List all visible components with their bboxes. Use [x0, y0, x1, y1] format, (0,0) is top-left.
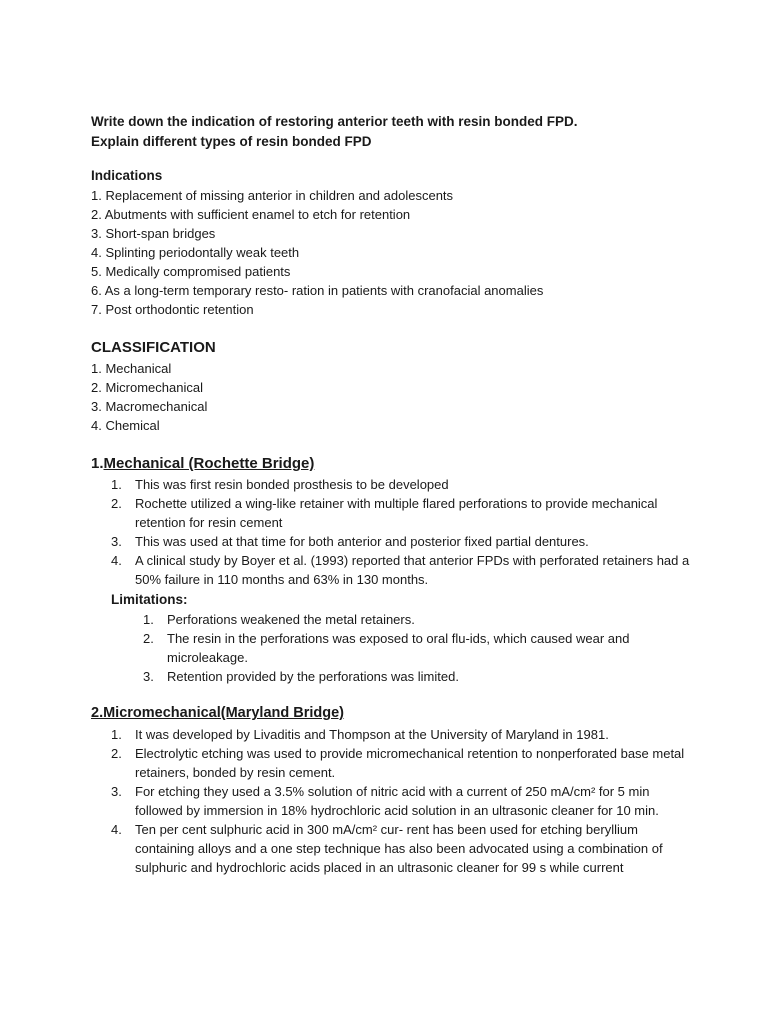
mechanical-heading: [91, 454, 691, 473]
item-text: This was first resin bonded prosthesis to be developed: [135, 477, 449, 492]
item-number: 4.: [111, 553, 122, 568]
mechanical-section: [91, 454, 691, 686]
classification-list: [91, 359, 691, 435]
list-item: 6. As a long-term temporary resto- ration in patients with cranofacial anomalies: [91, 283, 544, 298]
item-number: 3.: [143, 669, 154, 684]
item-text: For etching they used a 3.5% solution of nitric acid with a current of 250 mA/cm² for 5 min followed by immersion in 18% hydrochloric acid solution in an ultrasonic cleaner for 10 min.: [135, 784, 659, 818]
document-page: [91, 112, 691, 877]
list-item: [91, 475, 691, 494]
list-item: 1. Mechanical: [91, 361, 172, 376]
list-item: 1. Replacement of missing anterior in children and adolescents: [91, 188, 454, 203]
list-item: [91, 610, 691, 629]
list-item: 2. Micromechanical: [91, 380, 203, 395]
item-number: 4.: [111, 822, 122, 837]
item-number: 1.: [111, 727, 122, 742]
list-item: 3. Macromechanical: [91, 399, 208, 414]
item-text: Rochette utilized a wing-like retainer with multiple flared perforations to provide mechanical retention for resin cement: [135, 496, 658, 530]
indications-section: [91, 166, 691, 319]
item-text: The resin in the perforations was exposed to oral flu-ids, which caused wear and microleakage.: [167, 631, 630, 665]
list-item: 7. Post orthodontic retention: [91, 302, 254, 317]
item-text: A clinical study by Boyer et al. (1993) reported that anterior FPDs with perforated retainers had a 50% failure in 110 months and 63% in 130 months.: [135, 553, 690, 587]
classification-section: [91, 338, 691, 435]
list-item: [91, 782, 691, 820]
list-item: 2. Abutments with sufficient enamel to etch for retention: [91, 207, 411, 222]
micromechanical-heading: 2.Micromechanical(Maryland Bridge): [91, 705, 345, 721]
mechanical-heading-text: Mechanical (Rochette Bridge): [103, 455, 315, 472]
list-item: 4. Splinting periodontally weak teeth: [91, 245, 300, 260]
item-number: 1.: [143, 612, 154, 627]
item-number: 3.: [111, 534, 122, 549]
list-item: 5. Medically compromised patients: [91, 264, 291, 279]
list-item: [91, 820, 691, 877]
limitations-heading: Limitations:: [111, 592, 188, 607]
list-item: [91, 532, 691, 551]
item-number: 1.: [111, 477, 122, 492]
list-item: [91, 551, 691, 589]
list-item: 4. Chemical: [91, 418, 160, 433]
indications-heading: Indications: [91, 168, 163, 183]
item-number: 3.: [111, 784, 122, 799]
indications-list: [91, 186, 691, 319]
micromechanical-section: [91, 704, 691, 877]
micromechanical-list: [91, 725, 691, 877]
item-text: Electrolytic etching was used to provide micromechanical retention to nonperforated base metal retainers, bonded by resin cement.: [135, 746, 685, 780]
item-text: Perforations weakened the metal retainers.: [167, 612, 415, 627]
question-title: [91, 112, 691, 152]
list-item: [91, 744, 691, 782]
limitations-list: [91, 610, 691, 686]
item-text: It was developed by Livaditis and Thompson at the University of Maryland in 1981.: [135, 727, 609, 742]
item-number: 2.: [143, 631, 154, 646]
mechanical-heading-number: 1.: [91, 455, 104, 472]
item-text: Ten per cent sulphuric acid in 300 mA/cm² cur- rent has been used for etching beryllium containing alloys and a one step technique has also been advocated using a combination of sulphuric and hydrochloric acids placed in an ultrasonic cleaner for 99 s while current: [135, 822, 663, 875]
item-text: Retention provided by the perforations was limited.: [167, 669, 459, 684]
list-item: [91, 494, 691, 532]
title-line-2: Explain different types of resin bonded FPD: [91, 134, 372, 149]
list-item: [91, 629, 691, 667]
classification-heading: CLASSIFICATION: [91, 339, 216, 356]
item-number: 2.: [111, 746, 122, 761]
item-number: 2.: [111, 496, 122, 511]
item-text: This was used at that time for both anterior and posterior fixed partial dentures.: [135, 534, 589, 549]
list-item: [91, 667, 691, 686]
list-item: [91, 725, 691, 744]
list-item: 3. Short-span bridges: [91, 226, 216, 241]
title-line-1: Write down the indication of restoring anterior teeth with resin bonded FPD.: [91, 114, 578, 129]
mechanical-list: [91, 475, 691, 589]
